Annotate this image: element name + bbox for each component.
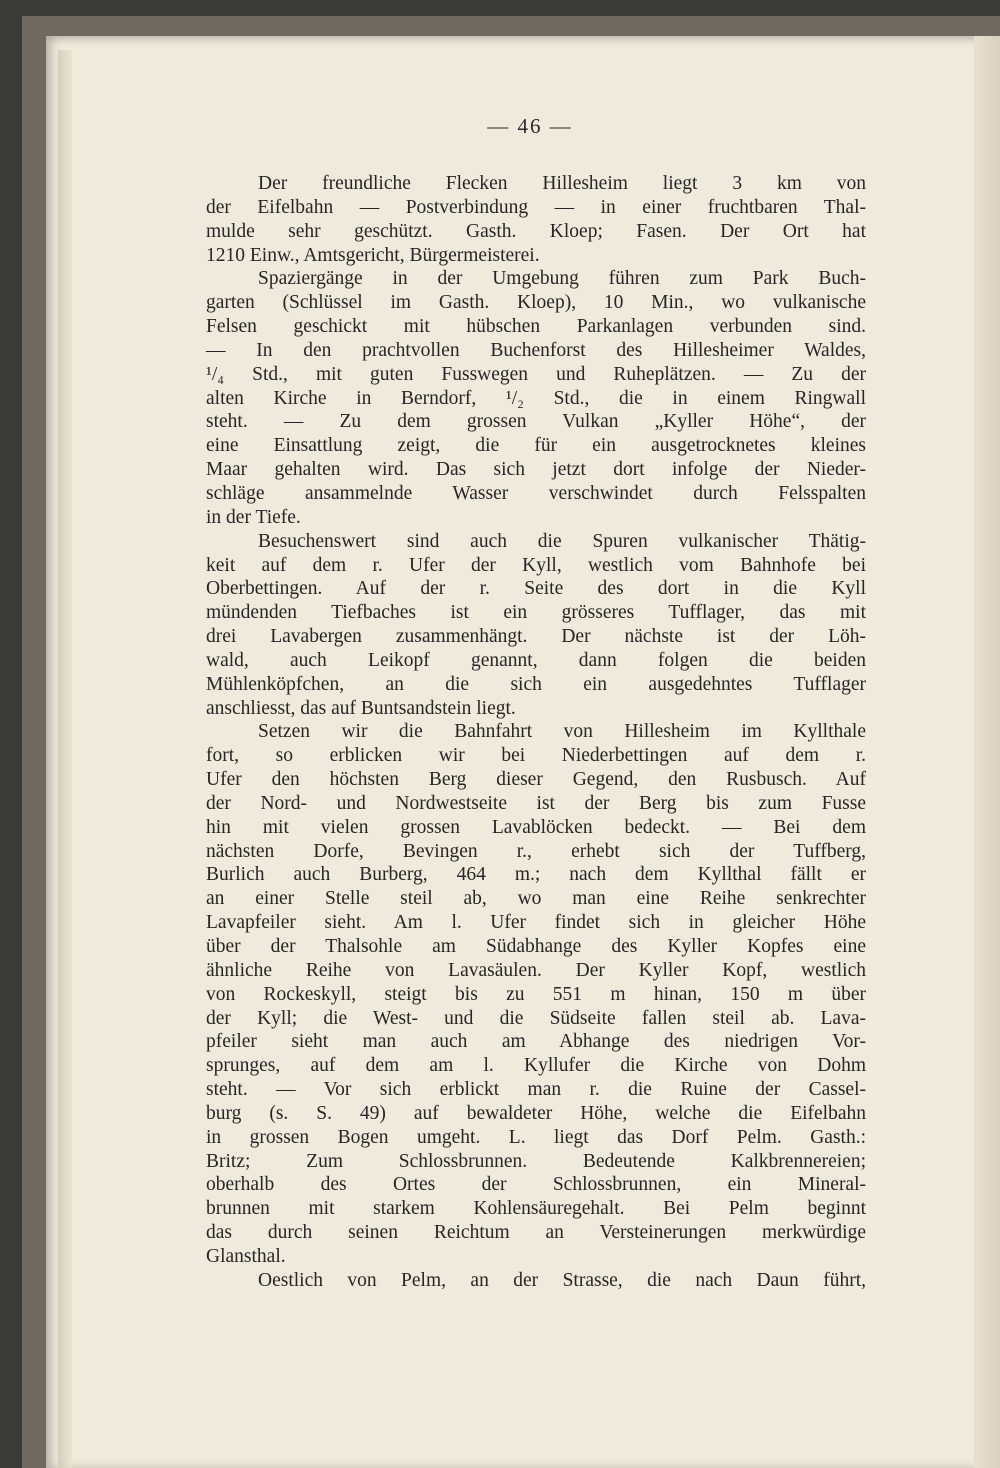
- text-line: Mühlenköpfchen, an die sich ein ausgedehntes Tufflager: [206, 673, 866, 695]
- text-line: Oestlich von Pelm, an der Strasse, die nach Daun führt,: [258, 1269, 866, 1291]
- text-line: fort, so erblicken wir bei Niederbettingen auf dem r.: [206, 745, 866, 767]
- text-line: Besuchenswert sind auch die Spuren vulkanischer Thätig-: [258, 530, 866, 552]
- text-line: über der Thalsohle am Südabhange des Kyller Kopfes eine: [206, 936, 866, 957]
- text-line: Glansthal.: [206, 1245, 286, 1267]
- text-line: keit auf dem r. Ufer der Kyll, westlich vom Bahnhofe bei: [206, 554, 866, 576]
- text-line: Britz; Zum Schlossbrunnen. Bedeutende Kalkbrennereien;: [206, 1150, 866, 1172]
- text-line: Oberbettingen. Auf der r. Seite des dort in die Kyll: [206, 578, 866, 600]
- text-line: Setzen wir die Bahnfahrt von Hillesheim im Kyllthale: [258, 721, 866, 743]
- page-gutter-shadow: [58, 50, 72, 1468]
- text-line: der Nord- und Nordwestseite ist der Berg bis zum Fusse: [206, 792, 866, 814]
- text-line: burg (s. S. 49) auf bewaldeter Höhe, welche die Eifelbahn: [206, 1102, 866, 1124]
- text-line: Maar gehalten wird. Das sich jetzt dort infolge der Nieder-: [206, 459, 866, 481]
- text-line: mündenden Tiefbaches ist ein grösseres Tufflager, das mit: [206, 602, 866, 624]
- text-line: ähnliche Reihe von Lavasäulen. Der Kyller Kopf, westlich: [206, 959, 866, 981]
- text-line: mulde sehr geschützt. Gasth. Kloep; Fasen. Der Ort hat: [206, 220, 866, 242]
- text-line: 1210 Einw., Amtsgericht, Bürgermeisterei.: [206, 244, 540, 266]
- text-line: Lavapfeiler sieht. Am l. Ufer findet sich in gleicher Höhe: [206, 912, 866, 934]
- text-line: das durch seinen Reichtum an Versteinerungen merkwürdige: [206, 1222, 866, 1244]
- text-line: Felsen geschickt mit hübschen Parkanlagen verbunden sind.: [206, 316, 866, 338]
- text-line: steht. — Vor sich erblickt man r. die Ruine der Cassel-: [206, 1079, 866, 1101]
- text-line: hin mit vielen grossen Lavablöcken bedeckt. — Bei dem: [206, 816, 866, 838]
- text-line: Spaziergänge in der Umgebung führen zum Park Buch-: [258, 268, 866, 290]
- text-line: wald, auch Leikopf genannt, dann folgen die beiden: [206, 649, 866, 671]
- text-line: — In den prachtvollen Buchenforst des Hillesheimer Waldes,: [206, 339, 866, 361]
- text-line: in der Tiefe.: [206, 506, 301, 528]
- page-number: — 46 —: [487, 114, 573, 138]
- text-line: anschliesst, das auf Buntsandstein liegt.: [206, 697, 516, 719]
- text-line: nächsten Dorfe, Bevingen r., erhebt sich der Tuffberg,: [206, 840, 866, 862]
- text-line: ¹/₄ Std., mit guten Fusswegen und Ruheplätzen. — Zu der: [206, 363, 866, 385]
- text-line: an einer Stelle steil ab, wo man eine Reihe senkrechter: [206, 888, 866, 910]
- page-right-edge: [974, 36, 1000, 1468]
- text-line: Ufer den höchsten Berg dieser Gegend, den Rusbusch. Auf: [206, 769, 866, 791]
- text-line: der Eifelbahn — Postverbindung — in einer fruchtbaren Thal-: [206, 196, 866, 218]
- text-line: eine Einsattlung zeigt, die für ein ausgetrocknetes kleines: [206, 435, 866, 457]
- text-line: Burlich auch Burberg, 464 m.; nach dem Kyllthal fällt er: [206, 864, 866, 886]
- text-line: brunnen mit starkem Kohlensäuregehalt. Bei Pelm beginnt: [206, 1198, 866, 1220]
- text-line: pfeiler sieht man auch am Abhange des niedrigen Vor-: [206, 1031, 866, 1053]
- text-line: alten Kirche in Berndorf, ¹/₂ Std., die in einem Ringwall: [206, 387, 866, 409]
- text-line: Der freundliche Flecken Hillesheim liegt 3 km von: [258, 173, 866, 194]
- text-line: steht. — Zu dem grossen Vulkan „Kyller Höhe“, der: [206, 411, 866, 433]
- text-line: in grossen Bogen umgeht. L. liegt das Dorf Pelm. Gasth.:: [206, 1126, 866, 1148]
- text-line: sprunges, auf dem am l. Kyllufer die Kirche von Dohm: [206, 1055, 866, 1077]
- text-line: drei Lavabergen zusammenhängt. Der nächste ist der Löh-: [206, 626, 866, 648]
- text-line: von Rockeskyll, steigt bis zu 551 m hinan, 150 m über: [206, 983, 866, 1005]
- text-line: oberhalb des Ortes der Schlossbrunnen, ein Mineral-: [206, 1174, 866, 1196]
- text-line: der Kyll; die West- und die Südseite fallen steil ab. Lava-: [206, 1007, 866, 1029]
- body-text: [206, 172, 866, 1293]
- text-line: garten (Schlüssel im Gasth. Kloep), 10 Min., wo vulkanische: [206, 292, 866, 314]
- text-line: schläge ansammelnde Wasser verschwindet durch Felsspalten: [206, 482, 866, 504]
